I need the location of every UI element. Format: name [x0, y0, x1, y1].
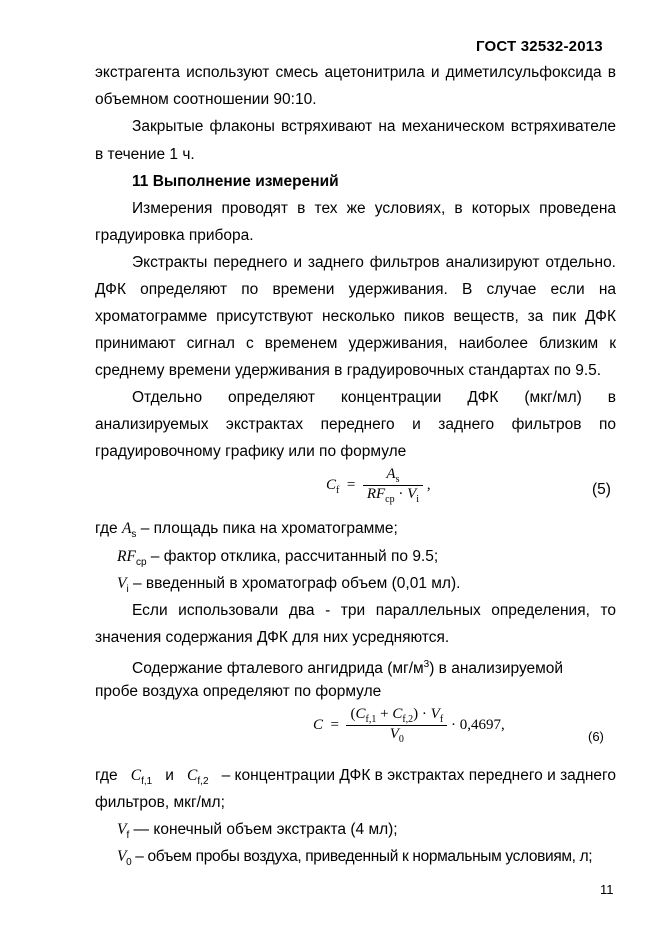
text-line: среднему времени удерживания в градуировочных стандартах по 9.5.: [95, 362, 602, 379]
text-line: пробе воздуха определяют по формуле: [95, 683, 382, 700]
text-line: Закрытые флаконы встряхивают на механическом встряхивателе: [132, 118, 616, 135]
definition-v0: $V_0$ – объем пробы воздуха, приведенный к нормальным условиям, л;: [117, 848, 593, 869]
equation-number-5: (5): [592, 481, 611, 498]
text-line: в течение 1 ч.: [95, 146, 195, 163]
text-line: градуировка прибора.: [95, 227, 254, 244]
definition-as: где $A_s$ – площадь пика на хроматограмме;: [95, 520, 398, 541]
text-line: принимают сигнал с временем удерживания, наиболее близким к: [95, 335, 616, 352]
text-line: Измерения проводят в тех же условиях, в которых проведена: [132, 200, 616, 217]
definition-rf: $RF_{ср}$ – фактор отклика, рассчитанный по 9.5;: [117, 548, 439, 569]
definition-vf: $V_f$ — конечный объем экстракта (4 мл);: [117, 821, 398, 842]
text-line: ДФК определяют по времени удерживания. В случае если на: [95, 281, 616, 298]
text-line: анализируемых экстрактах переднего и заднего фильтров по: [95, 416, 616, 433]
definition-vi: $V_i$ – введенный в хроматограф объем (0,01 мл).: [117, 575, 461, 596]
text-line: градуировочному графику или по формуле: [95, 443, 407, 460]
page-number: 11: [600, 882, 614, 897]
document-header: ГОСТ 32532-2013: [476, 38, 603, 55]
formula-6: C = $\frac{(C_{f,1} + C_{f,2}) \cdot V_f}{V_0}$ · 0,4697,: [313, 706, 505, 745]
text-line: объемном соотношении 90:10.: [95, 91, 317, 108]
formula-5: $C_f$ = $\frac{A_s}{RF_{ср} \cdot V_i}$ ,: [326, 466, 431, 505]
text-line: Экстракты переднего и заднего фильтров анализируют отдельно.: [132, 254, 616, 271]
text-line: экстрагента используют смесь ацетонитрила и диметилсульфоксида в: [95, 64, 616, 81]
equation-number-6: (6): [588, 729, 604, 744]
text-line: хроматограмме присутствуют несколько пиков веществ, за пик ДФК: [95, 308, 616, 325]
text-line: Отдельно определяют концентрации ДФК (мкг/мл) в: [132, 389, 616, 406]
text-line: Содержание фталевого ангидрида $(мг/м^3)$ в анализируемой: [132, 659, 564, 678]
definition-c: где $C_{f,1}$ и $C_{f,2}$ – концентрации ДФК в экстрактах переднего и заднего: [95, 767, 616, 788]
text-line: значения содержания ДФК для них усредняются.: [95, 629, 450, 646]
section-heading: 11 Выполнение измерений: [132, 173, 339, 190]
text-line: Если использовали два - три параллельных определения, то: [132, 602, 616, 619]
text-line: фильтров, мкг/мл;: [95, 794, 225, 811]
